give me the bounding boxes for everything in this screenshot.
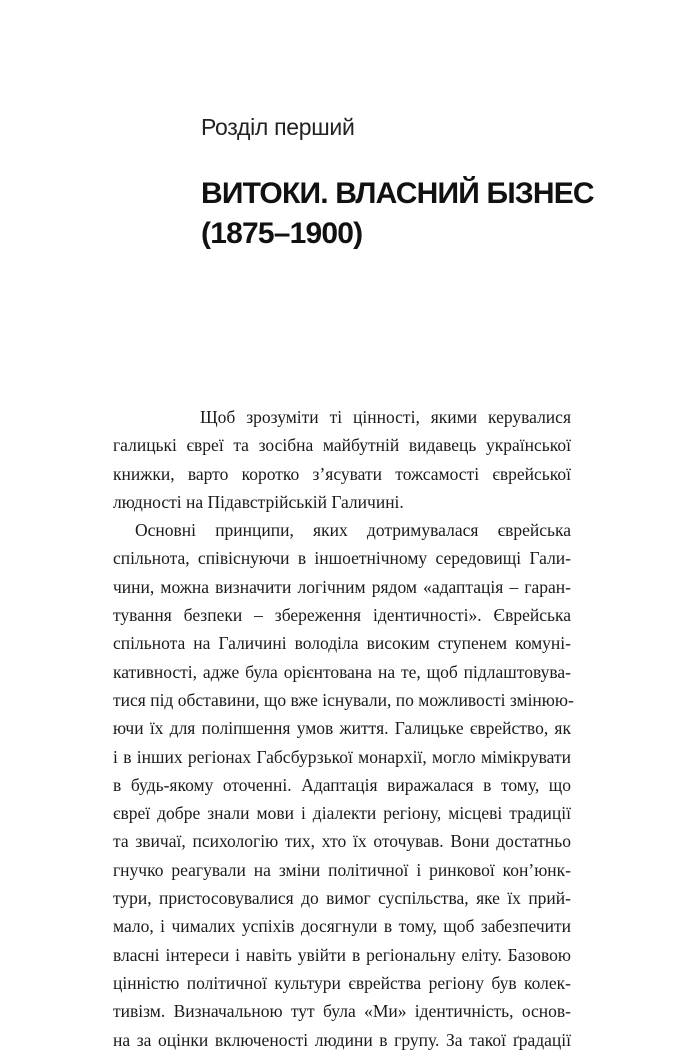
text-line: галицькі євреї та зосібна майбутній видавець української — [113, 435, 571, 456]
text-line: і в інших регіонах Габсбурзької монархії, могло мімікрувати — [113, 746, 571, 767]
text-line: євреї добре знали мови і діалекти регіону, місцеві традиції — [113, 803, 571, 824]
text-line: та звичаї, психологію тих, хто їх оточував. Вони достатньо — [113, 831, 571, 852]
text-line: кативності, адже була орієнтована на те, щоб підлаштовува- — [113, 661, 571, 682]
text-line: тування безпеки – збереження ідентичності». Єврейська — [113, 605, 571, 626]
text-line: тися під обставини, що вже існували, по можливості змінюю- — [113, 689, 574, 710]
text-line: ючи їх для поліпшення умов життя. Галицьке єврейство, як — [113, 718, 571, 739]
text-line: людності на Підавстрійській Галичині. — [113, 491, 404, 512]
text-line: тивізм. Визначальною тут була «Ми» ідентичність, основ- — [113, 1001, 571, 1022]
chapter-label: Розділ перший — [201, 114, 355, 140]
chapter-title-line-2: (1875–1900) — [201, 217, 363, 250]
text-line: тури, пристосовувалися до вимог суспільства, яке їх прий- — [113, 888, 571, 909]
text-line: Основні принципи, яких дотримувалася єврейська — [135, 520, 571, 541]
text-line: на за оцінки включеності людини в групу. За такої ґрадації — [113, 1029, 571, 1050]
text-line: цінністю політичної культури єврейства регіону був колек- — [113, 972, 571, 993]
text-line: мало, і чималих успіхів досягнули в тому, щоб забезпечити — [113, 916, 571, 937]
chapter-title — [201, 174, 621, 254]
text-line: спільнота на Галичині володіла високим ступенем комуні- — [113, 633, 571, 654]
text-line: власні інтереси і навіть увійти в регіональну еліту. Базовою — [113, 944, 571, 965]
text-line: спільнота, співіснуючи в іншоетнічному середовищі Гали- — [113, 548, 571, 569]
text-line: Щоб зрозуміти ті цінності, якими керувалися — [200, 407, 571, 427]
text-line: чини, можна визначити логічним рядом «адаптація – гаран- — [113, 576, 571, 597]
text-line: гнучко реагували на зміни політичної і ринкової кон’юнк- — [113, 859, 571, 880]
chapter-title-line-1: ВИТОКИ. ВЛАСНИЙ БІЗНЕС — [201, 177, 594, 210]
text-line: книжки, варто коротко з’ясувати тожсамості єврейської — [113, 463, 571, 484]
body-text — [113, 403, 574, 1054]
text-line: в будь-якому оточенні. Адаптація виражалася в тому, що — [113, 774, 571, 795]
